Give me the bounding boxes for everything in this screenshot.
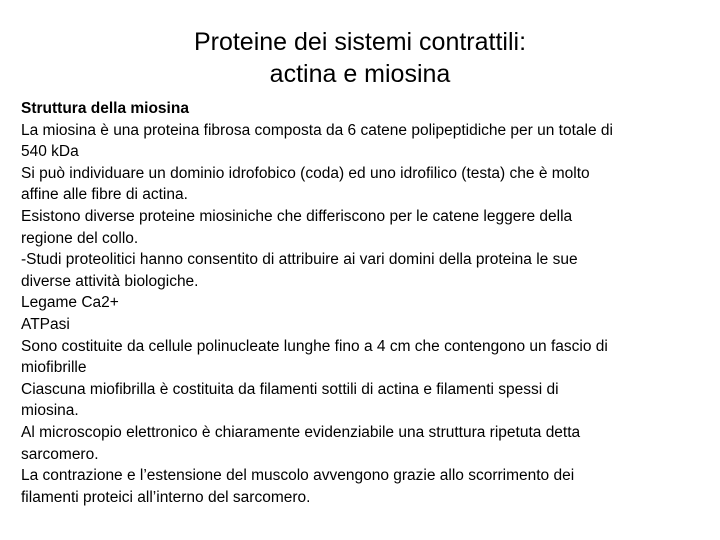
slide-body [21, 98, 713, 508]
body-line: 540 kDa [21, 143, 79, 161]
body-line: Legame Ca2+ [21, 294, 119, 312]
body-line: miosina. [21, 402, 79, 420]
section-heading: Struttura della miosina [21, 100, 189, 117]
body-line: Al microscopio elettronico è chiaramente evidenziabile una struttura ripetuta detta [21, 423, 581, 441]
body-line: Sono costituite da cellule polinucleate lunghe fino a 4 cm che contengono un fascio di [21, 337, 608, 355]
body-line: -Studi proteolitici hanno consentito di attribuire ai vari domini della proteina le sue [21, 251, 578, 269]
body-line: Esistono diverse proteine miosiniche che differiscono per le catene leggere della [21, 207, 573, 225]
body-line: ATPasi [21, 315, 70, 333]
title-line-2: actina e miosina [269, 60, 451, 88]
body-line: filamenti proteici all’interno del sarcomero. [21, 488, 311, 506]
body-line: Ciascuna miofibrilla è costituita da filamenti sottili di actina e filamenti spessi di [21, 380, 559, 398]
body-line: La miosina è una proteina fibrosa composta da 6 catene polipeptidiche per un totale di [21, 121, 613, 139]
body-line: affine alle fibre di actina. [21, 186, 188, 204]
body-line: sarcomero. [21, 445, 99, 463]
body-line: miofibrille [21, 359, 87, 377]
title-line-1: Proteine dei sistemi contrattili: [193, 28, 527, 56]
body-line: La contrazione e l’estensione del muscolo avvengono grazie allo scorrimento dei [21, 467, 575, 485]
body-line: diverse attività biologiche. [21, 272, 199, 290]
body-line: Si può individuare un dominio idrofobico (coda) ed uno idrofilico (testa) che è molto [21, 164, 590, 182]
body-line: regione del collo. [21, 229, 139, 247]
slide-title [0, 26, 720, 90]
